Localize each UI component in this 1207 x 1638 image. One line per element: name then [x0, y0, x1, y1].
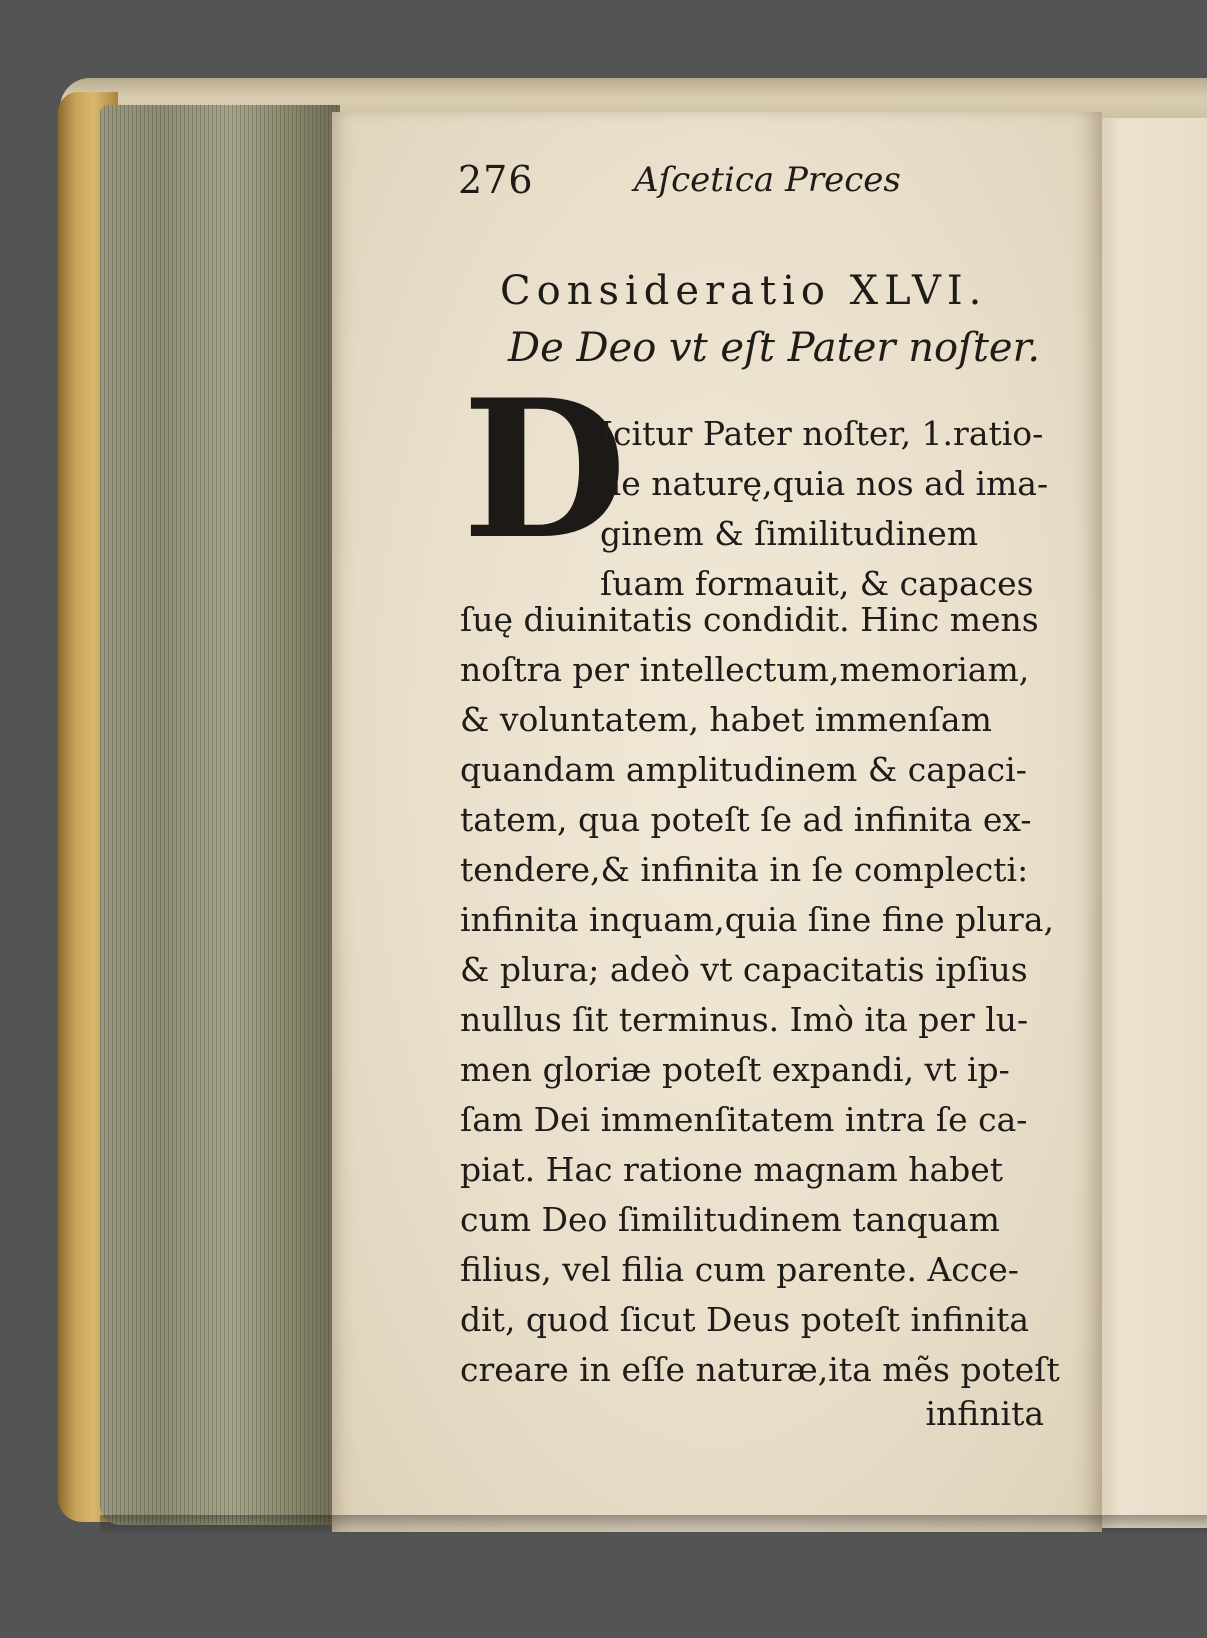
text-line: & voluntatem, habet immenſam [460, 700, 992, 739]
running-title: Aſcetica Preces [634, 160, 901, 200]
text-line: cum Deo ſimilitudinem tanquam [460, 1200, 1000, 1239]
chapter-subheading: De Deo vt eſt Pater noſter. [508, 325, 1041, 371]
text-line: filius, vel filia cum parente. Acce- [460, 1250, 1019, 1289]
text-line: Icitur Pater noſter, 1.ratio- [600, 414, 1044, 453]
catchword: infinita [925, 1394, 1044, 1433]
text-line: men gloriæ poteſt expandi, vt ip- [460, 1050, 1010, 1089]
text-line: piat. Hac ratione magnam habet [460, 1150, 1004, 1189]
page-edges [100, 105, 340, 1525]
facing-page [1085, 118, 1207, 1528]
chapter-heading: Consideratio XLVI. [500, 268, 988, 314]
drop-cap: D [462, 358, 627, 581]
text-line: dit, quod ſicut Deus poteſt infinita [460, 1300, 1030, 1339]
text-line: ſam Dei immenſitatem intra ſe ca- [460, 1100, 1028, 1139]
text-line: nullus ſit terminus. Imò ita per lu- [460, 1000, 1029, 1039]
text-line: ſuę diuinitatis condidit. Hinc mens [460, 600, 1039, 639]
text-line: & plura; adeò vt capacitatis ipſius [460, 950, 1028, 989]
text-line: noſtra per intellectum,memoriam, [460, 650, 1030, 689]
text-line: ginem & ſimilitudinem [600, 514, 979, 553]
text-line: tatem, qua poteſt ſe ad infinita ex- [460, 800, 1032, 839]
text-line: quandam amplitudinem & capaci- [460, 750, 1027, 789]
text-line: creare in eſſe naturæ,ita mẽs poteſt [460, 1350, 1060, 1389]
text-line: ſuam formauit, & capaces [600, 564, 1034, 603]
text-line: ne naturę,quia nos ad ima- [600, 464, 1049, 503]
page-header [458, 158, 938, 218]
text-line: infinita inquam,quia ſine fine plura, [460, 900, 1054, 939]
text-line: tendere,& infinita in ſe complecti: [460, 850, 1029, 889]
page-number: 276 [458, 158, 534, 202]
book-shadow [100, 1515, 1207, 1535]
